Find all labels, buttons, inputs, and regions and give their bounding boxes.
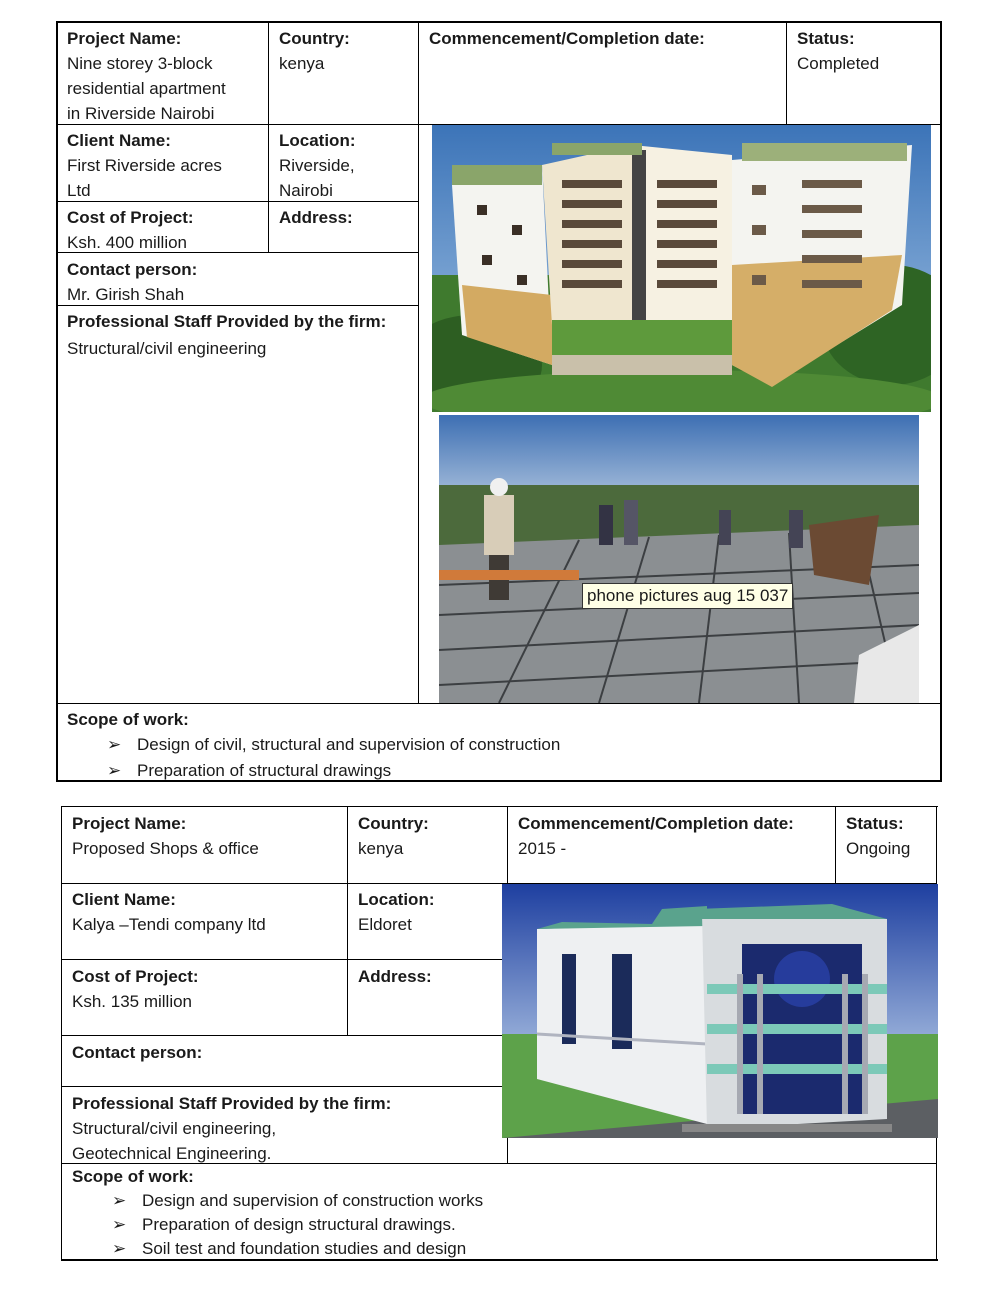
construction-site-photo — [439, 415, 919, 703]
p2-dates-cell — [509, 808, 835, 864]
arrow-bullet-icon: ➢ — [107, 761, 122, 780]
p2-scope-cell — [63, 1164, 935, 1264]
p2-location-cell — [349, 884, 501, 940]
p2-contact-label: Contact person: — [72, 1043, 203, 1062]
p1-cost-value: Ksh. 400 million — [67, 233, 188, 252]
apartment-building-photo — [432, 125, 931, 412]
p2-cost-cell — [63, 961, 347, 1017]
p2-client-label: Client Name: — [72, 890, 176, 909]
p2-dates-label: Commencement/Completion date: — [518, 814, 794, 833]
p2-contact-cell — [63, 1037, 501, 1068]
p2-cost-label: Cost of Project: — [72, 967, 199, 986]
p2-dates-value: 2015 - — [518, 839, 567, 858]
p2-client-cell — [63, 884, 347, 940]
arrow-bullet-icon: ➢ — [112, 1191, 127, 1210]
list-item: ➢ Design of civil, structural and supervision of construction — [107, 732, 929, 758]
p2-client-value: Kalya –Tendi company ltd — [72, 915, 266, 934]
p1-staff-cell — [58, 306, 418, 364]
list-item: ➢ Design and supervision of construction works — [112, 1189, 926, 1213]
p1-location-value: Riverside, Nairobi — [279, 156, 355, 200]
p2-country-cell — [349, 808, 507, 864]
p1-scope-list — [67, 732, 929, 784]
p1-status-label: Status: — [797, 29, 855, 48]
p1-dates-cell — [420, 23, 786, 54]
p2-staff-cell — [63, 1088, 501, 1169]
p1-address-cell — [270, 202, 418, 233]
p1-status-value: Completed — [797, 54, 880, 73]
p2-project-name-value: Proposed Shops & office — [72, 839, 259, 858]
p1-contact-value: Mr. Girish Shah — [67, 285, 185, 304]
p2-status-label: Status: — [846, 814, 904, 833]
p1-scope-label: Scope of work: — [67, 710, 189, 729]
p1-location-label: Location: — [279, 131, 356, 150]
p2-country-value: kenya — [358, 839, 404, 858]
p2-cost-value: Ksh. 135 million — [72, 992, 193, 1011]
p2-staff-value: Structural/civil engineering, Geotechnical Engineering. — [72, 1119, 277, 1163]
p1-country-value: kenya — [279, 54, 325, 73]
p1-project-name-cell — [58, 23, 268, 129]
p2-location-label: Location: — [358, 890, 435, 909]
p1-client-cell — [58, 125, 268, 206]
p2-address-cell — [349, 961, 501, 992]
p2-location-value: Eldoret — [358, 915, 412, 934]
p1-cost-label: Cost of Project: — [67, 208, 194, 227]
p1-contact-cell — [58, 254, 418, 310]
p1-country-cell — [270, 23, 418, 79]
p2-status-cell — [837, 808, 936, 864]
list-item: ➢ Soil test and foundation studies and design — [112, 1237, 926, 1261]
list-item: ➢ Preparation of structural drawings — [107, 758, 929, 784]
list-item: ➢ Preparation of design structural drawings. — [112, 1213, 926, 1237]
p1-contact-label: Contact person: — [67, 260, 198, 279]
p1-project-name-label: Project Name: — [67, 29, 182, 48]
p1-client-value: First Riverside acres Ltd — [67, 156, 222, 200]
p2-country-label: Country: — [358, 814, 429, 833]
p1-staff-label: Professional Staff Provided by the firm: — [67, 312, 387, 331]
p2-project-name-cell — [63, 808, 347, 864]
arrow-bullet-icon: ➢ — [107, 735, 122, 754]
p1-project-name-value: Nine storey 3-block residential apartment in Riverside Nairobi — [67, 54, 226, 123]
p2-status-value: Ongoing — [846, 839, 911, 858]
p2-staff-label: Professional Staff Provided by the firm: — [72, 1094, 392, 1113]
p1-location-cell — [270, 125, 418, 206]
photo-caption-tooltip: phone pictures aug 15 037 — [582, 583, 793, 609]
arrow-bullet-icon: ➢ — [112, 1239, 127, 1258]
p2-scope-label: Scope of work: — [72, 1167, 194, 1186]
p2-scope-list — [72, 1189, 926, 1261]
p1-cost-cell — [58, 202, 268, 258]
p1-dates-label: Commencement/Completion date: — [429, 29, 705, 48]
p2-project-name-label: Project Name: — [72, 814, 187, 833]
p1-address-label: Address: — [279, 208, 353, 227]
p2-address-label: Address: — [358, 967, 432, 986]
p1-staff-value: Structural/civil engineering — [67, 339, 267, 358]
p1-client-label: Client Name: — [67, 131, 171, 150]
shops-office-render-image — [502, 884, 938, 1138]
p1-status-cell — [788, 23, 940, 79]
p1-scope-cell — [58, 705, 938, 787]
arrow-bullet-icon: ➢ — [112, 1215, 127, 1234]
p1-country-label: Country: — [279, 29, 350, 48]
